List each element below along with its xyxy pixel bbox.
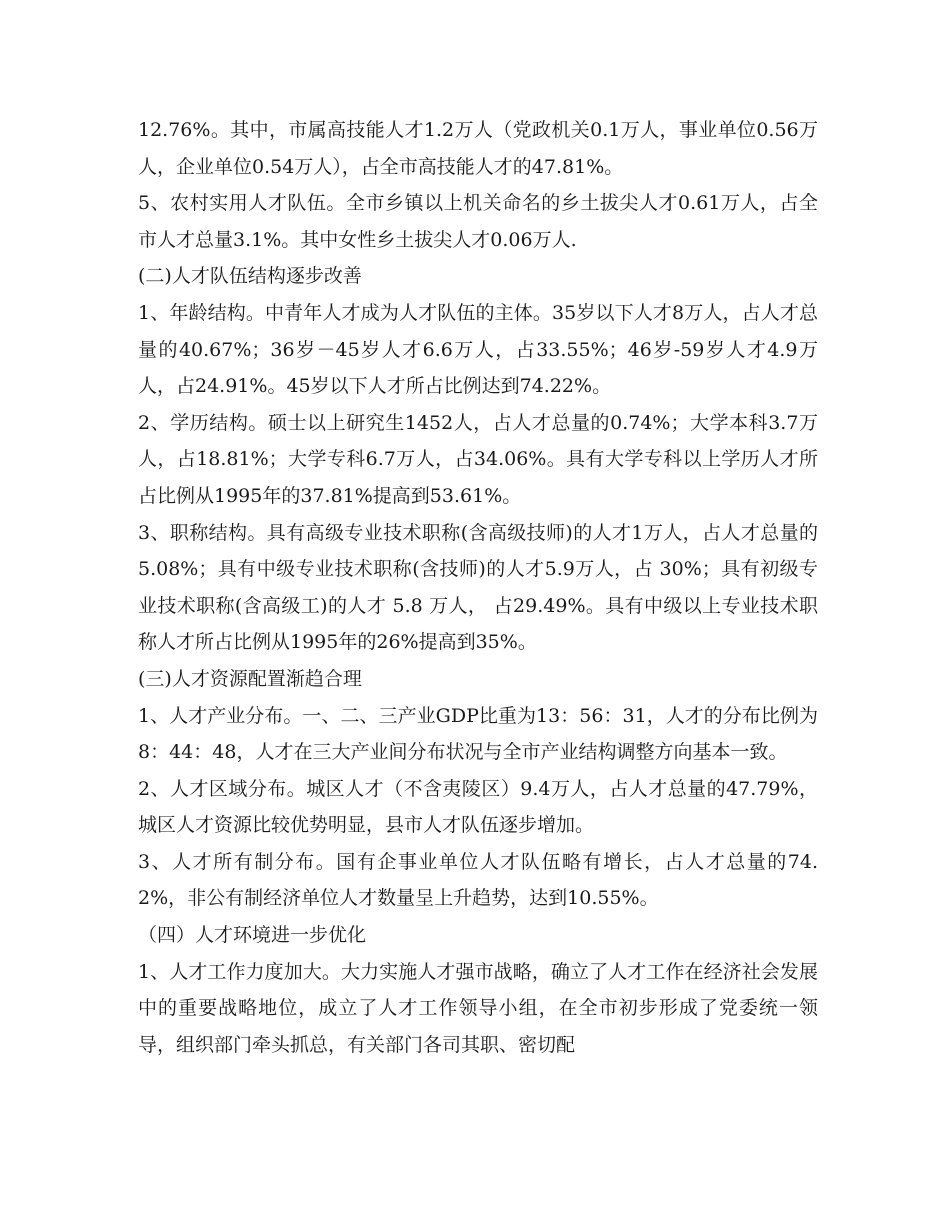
paragraph-talent-high-skill-share: 12.76%。其中，市属高技能人才1.2万人（党政机关0.1万人，事业单位0.56万人，企业单位0.54万人），占全市高技能人才的47.81%。	[138, 119, 818, 178]
paragraph-rural-talent: 5、农村实用人才队伍。全市乡镇以上机关命名的乡土拔尖人才0.61万人，占全市人才总量3.1%。其中女性乡土拔尖人才0.06万人.	[138, 192, 818, 251]
paragraph-talent-work: 1、人才工作力度加大。大力实施人才强市战略，确立了人才工作在经济社会发展中的重要战略地位，成立了人才工作领导小组，在全市初步形成了党委统一领导，组织部门牵头抓总，有关部门各司其职、密切配	[138, 960, 818, 1056]
document-body	[138, 112, 818, 1063]
paragraph-age-structure: 1、年龄结构。中青年人才成为人才队伍的主体。35岁以下人才8万人，占人才总量的40.67%；36岁－45岁人才6.6万人，占33.55%；46岁-59岁人才4.9万人，占24.91%。45岁以下人才所占比例达到74.22%。	[138, 301, 818, 398]
paragraph-regional-distribution: 2、人才区域分布。城区人才（不含夷陵区）9.4万人，占人才总量的47.79%，城区人才资源比较优势明显，县市人才队伍逐步增加。	[138, 777, 818, 837]
paragraph-industry-distribution: 1、人才产业分布。一、二、三产业GDP比重为13：56：31，人才的分布比例为8：44：48，人才在三大产业间分布状况与全市产业结构调整方向基本一致。	[138, 704, 818, 764]
section-heading-environment: （四）人才环境进一步优化	[138, 924, 367, 947]
section-heading-allocation: (三)人才资源配置渐趋合理	[138, 667, 362, 690]
paragraph-ownership-distribution: 3、人才所有制分布。国有企事业单位人才队伍略有增长，占人才总量的74.2%，非公有制经济单位人才数量呈上升趋势，达到10.55%。	[138, 850, 818, 910]
section-heading-structure: (二)人才队伍结构逐步改善	[138, 265, 362, 288]
paragraph-education-structure: 2、学历结构。硕士以上研究生1452人，占人才总量的0.74%；大学本科3.7万人，占18.81%；大学专科6.7万人，占34.06%。具有大学专科以上学历人才所占比例从1995年的37.81%提高到53.61%。	[138, 411, 818, 507]
paragraph-title-structure: 3、职称结构。具有高级专业技术职称(含高级技师)的人才1万人，占人才总量的5.08%；具有中级专业技术职称(含技师)的人才5.9万人，占 30%；具有初级专业技术职称(含高级工)的人才 5.8 万人， 占29.49%。具有中级以上专业技术职称人才所占比例从1995年的26%提高到35%。	[138, 521, 818, 654]
